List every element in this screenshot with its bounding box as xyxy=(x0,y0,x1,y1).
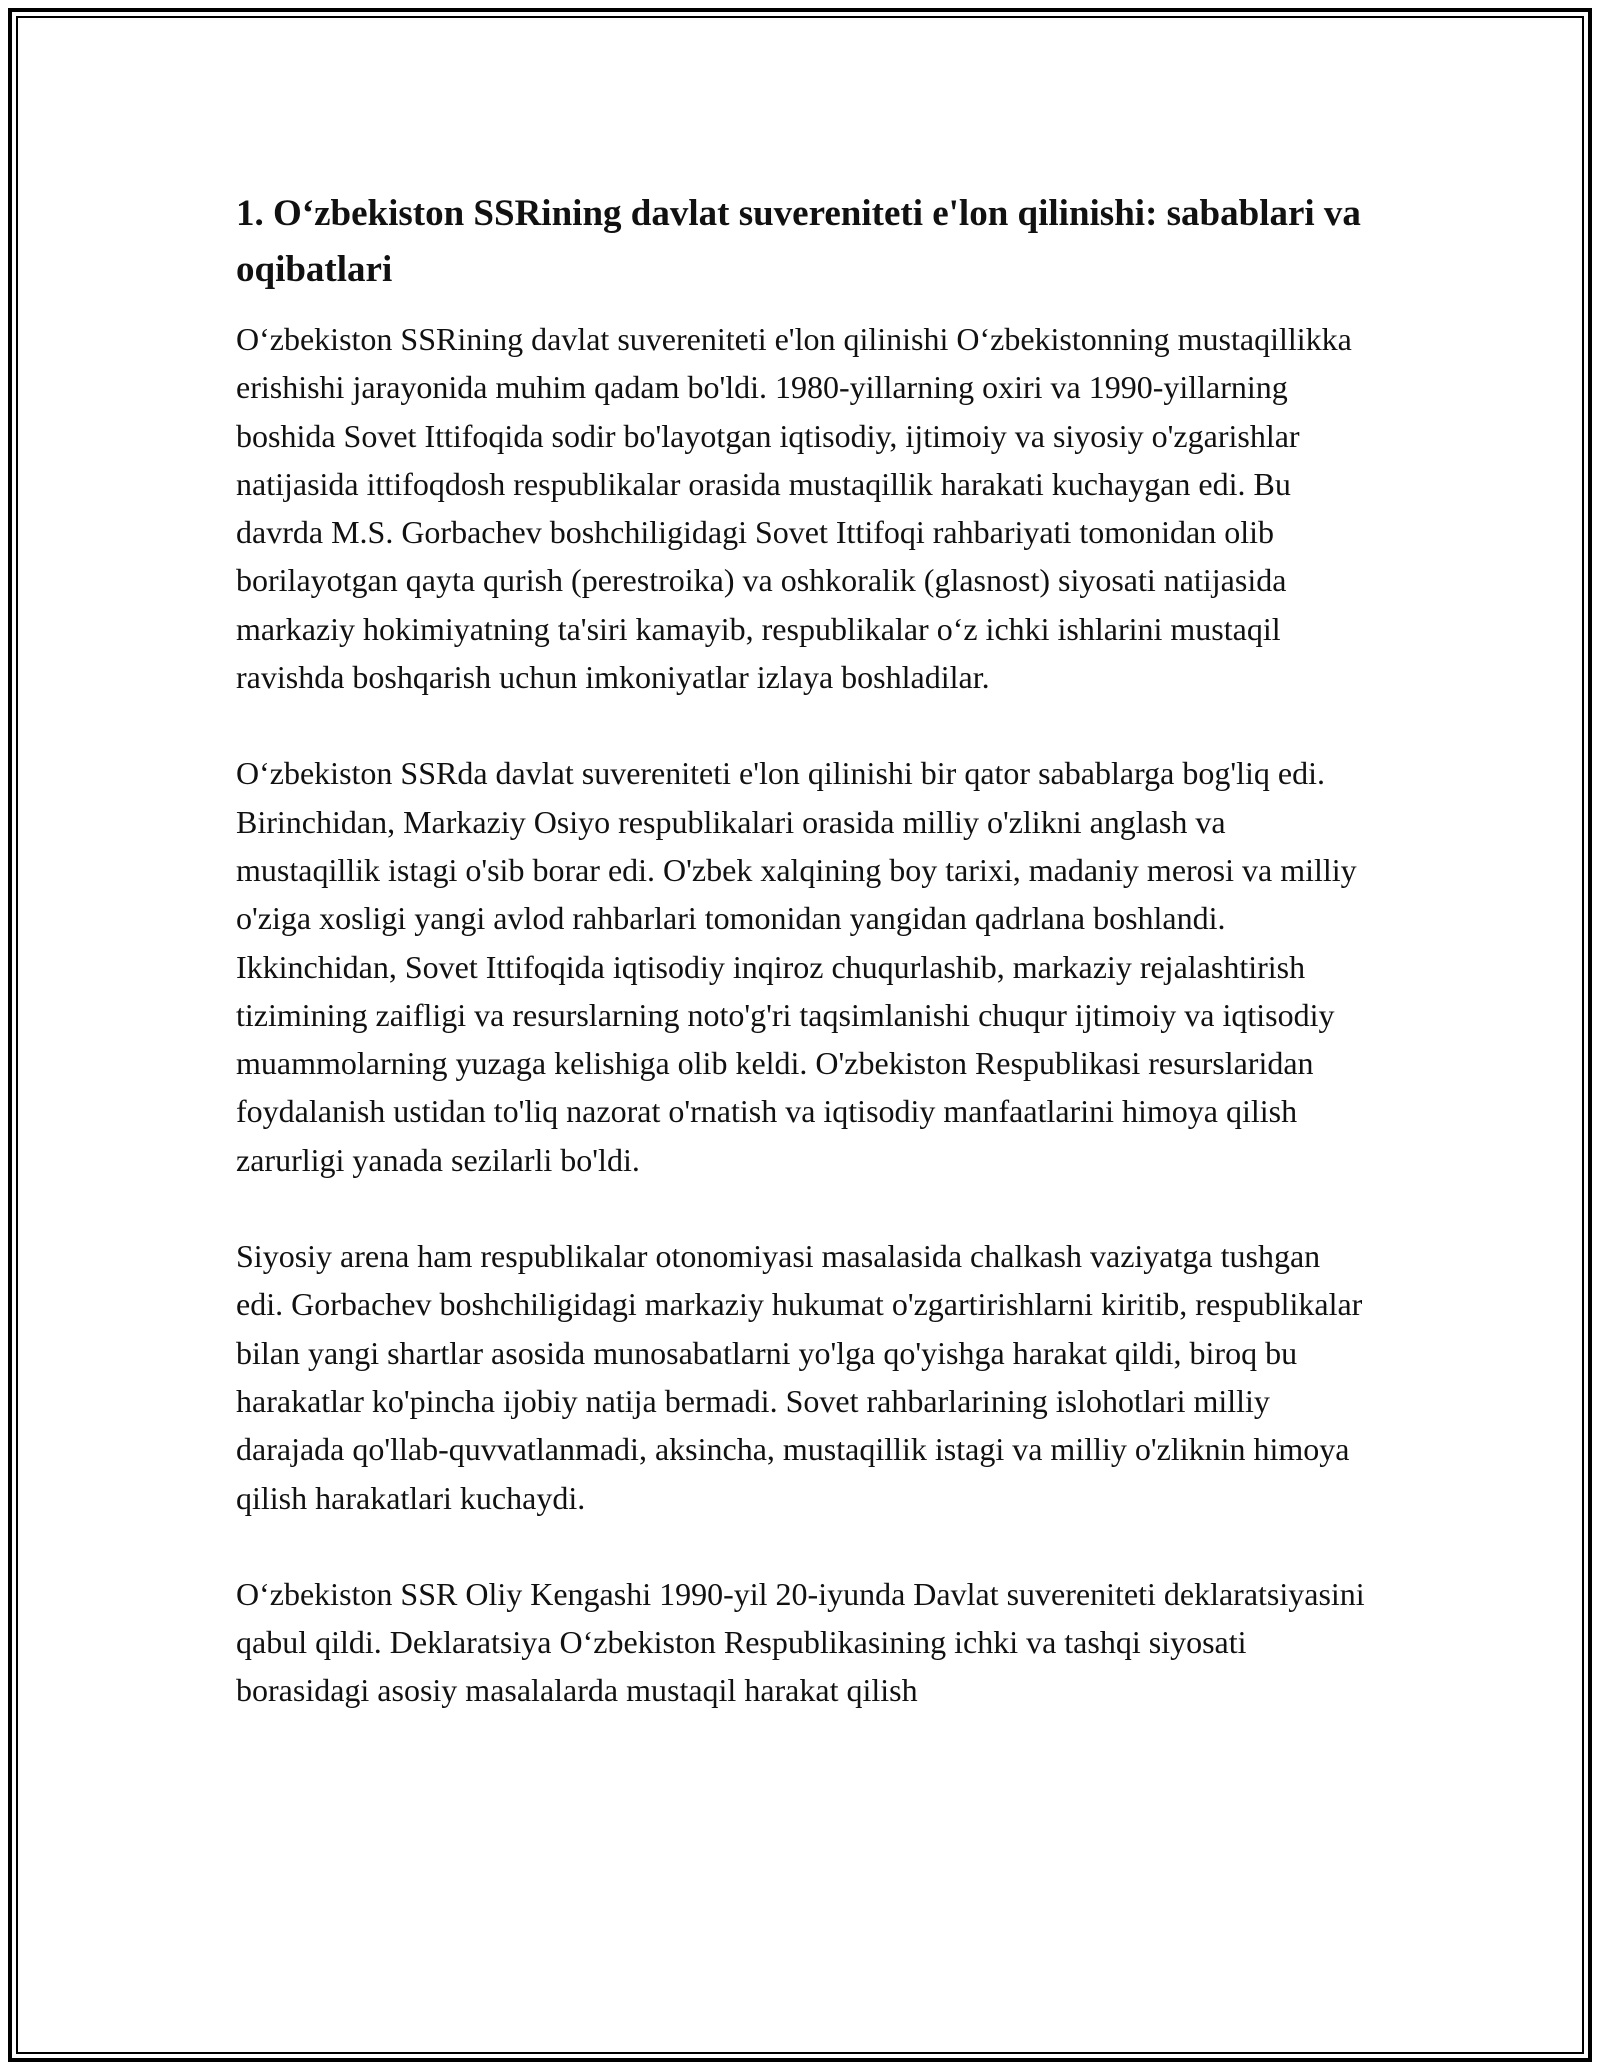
paragraph-3: Siyosiy arena ham respublikalar otonomiyasi masalasida chalkash vaziyatga tushgan edi. Gorbachev boshchiligidagi markaziy hukumat o'zgartirishlarni kiritib, respublikalar bilan yangi shartlar asosida munosabatlarni yo'lga qo'yishga harakat qildi, biroq bu harakatlar ko'pincha ijobiy natija bermadi. Sovet rahbarlarining islohotlari milliy darajada qo'llab-quvvatlanmadi, aksincha, mustaqillik istagi va milliy o'zliknin himoya qilish harakatlari kuchaydi. xyxy=(236,1238,1363,1516)
paragraph-1: O‘zbekiston SSRining davlat suvereniteti e'lon qilinishi O‘zbekistonning mustaqillikka erishishi jarayonida muhim qadam bo'ldi. 1980-yillarning oxiri va 1990-yillarning boshida Sovet Ittifoqida sodir bo'layotgan iqtisodiy, ijtimoiy va siyosiy o'zgarishlar natijasida ittifoqdosh respublikalar orasida mustaqillik harakati kuchaygan edi. Bu davrda M.S. Gorbachev boshchiligidagi Sovet Ittifoqi rahbariyati tomonidan olib borilayotgan qayta qurish (perestroika) va oshkoralik (glasnost) siyosati natijasida markaziy hokimiyatning ta'siri kamayib, respublikalar o‘z ichki ishlarini mustaqil ravishda boshqarish uchun imkoniyatlar izlaya boshladilar. xyxy=(236,321,1352,696)
paragraph-4: O‘zbekiston SSR Oliy Kengashi 1990-yil 20-iyunda Davlat suvereniteti deklaratsiyasini qabul qildi. Deklaratsiya O‘zbekiston Respublikasining ichki va tashqi siyosati borasidagi asosiy masalalarda mustaqil harakat qilish xyxy=(236,1575,1365,1709)
paragraph-2: O‘zbekiston SSRda davlat suvereniteti e'lon qilinishi bir qator sabablarga bog'liq edi. Birinchidan, Markaziy Osiyo respublikalari orasida milliy o'zlikni anglash va mustaqillik istagi o'sib borar edi. O'zbek xalqining boy tarixi, madaniy merosi va milliy o'ziga xosligi yangi avlod rahbarlari tomonidan yangidan qadrlana boshlandi. Ikkinchidan, Sovet Ittifoqida iqtisodiy inqiroz chuqurlashib, markaziy rejalashtirish tizimining zaifligi va resurslarning noto'g'ri taqsimlanishi chuqur ijtimoiy va iqtisodiy muammolarning yuzaga kelishiga olib keldi. O'zbekiston Respublikasi resurslaridan foydalanish ustidan to'liq nazorat o'rnatish va iqtisodiy manfaatlarini himoya qilish zarurligi yanada sezilarli bo'ldi. xyxy=(236,755,1357,1178)
section-heading: 1. O‘zbekiston SSRining davlat suvereniteti e'lon qilinishi: sabablari va oqibatlari xyxy=(236,193,1361,290)
document-body xyxy=(236,186,1366,1763)
